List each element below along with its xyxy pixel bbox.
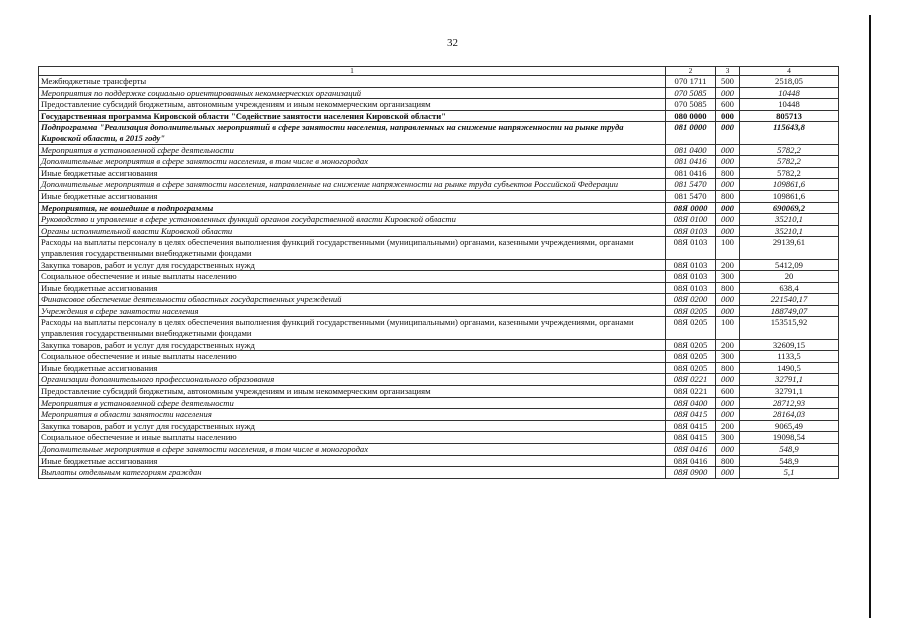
table-row: [39, 409, 839, 421]
row-code-cell: 08Я 0103: [666, 237, 716, 259]
row-type-cell: 300: [716, 271, 740, 283]
table-row: [39, 167, 839, 179]
header-cell-4: 4: [740, 67, 839, 76]
row-code-cell: 070 5085: [666, 99, 716, 111]
row-sum-cell: 5782,2: [740, 167, 839, 179]
table-row: [39, 202, 839, 214]
row-code-cell: 08Я 0205: [666, 305, 716, 317]
table-row: [39, 156, 839, 168]
table-row: [39, 386, 839, 398]
row-name-cell: Руководство и управление в сфере установленных функций органов государственной власти Кировской области: [39, 214, 666, 226]
row-type-cell: 000: [716, 122, 740, 144]
row-name-cell: Иные бюджетные ассигнования: [39, 362, 666, 374]
row-code-cell: 080 0000: [666, 110, 716, 122]
row-sum-cell: 5,1: [740, 467, 839, 479]
row-name-cell: Мероприятия в установленной сфере деятельности: [39, 144, 666, 156]
row-type-cell: 000: [716, 156, 740, 168]
row-name-cell: Расходы на выплаты персоналу в целях обеспечения выполнения функций государственными (муниципальными) органами, казенными учреждениями, органами управления государственными внебюджетными фондами: [39, 237, 666, 259]
row-type-cell: 000: [716, 202, 740, 214]
row-sum-cell: 32791,1: [740, 386, 839, 398]
row-type-cell: 000: [716, 294, 740, 306]
table-row: [39, 122, 839, 144]
row-type-cell: 000: [716, 179, 740, 191]
row-code-cell: 08Я 0416: [666, 455, 716, 467]
row-code-cell: 08Я 0103: [666, 282, 716, 294]
row-code-cell: 08Я 0200: [666, 294, 716, 306]
row-sum-cell: 5412,09: [740, 259, 839, 271]
row-sum-cell: 32791,1: [740, 374, 839, 386]
row-code-cell: 08Я 0221: [666, 386, 716, 398]
row-name-cell: Мероприятия в установленной сфере деятельности: [39, 397, 666, 409]
row-name-cell: Социальное обеспечение и иные выплаты населению: [39, 351, 666, 363]
row-sum-cell: 28164,03: [740, 409, 839, 421]
row-name-cell: Государственная программа Кировской области "Содействие занятости населения Кировской области": [39, 110, 666, 122]
row-type-cell: 000: [716, 87, 740, 99]
row-type-cell: 300: [716, 432, 740, 444]
budget-table: [38, 66, 839, 479]
row-code-cell: 08Я 0000: [666, 202, 716, 214]
row-code-cell: 08Я 0416: [666, 444, 716, 456]
table-row: [39, 420, 839, 432]
row-type-cell: 000: [716, 110, 740, 122]
row-name-cell: Иные бюджетные ассигнования: [39, 282, 666, 294]
row-code-cell: 08Я 0100: [666, 214, 716, 226]
row-sum-cell: 5782,2: [740, 144, 839, 156]
table-row: [39, 339, 839, 351]
row-sum-cell: 9065,49: [740, 420, 839, 432]
row-sum-cell: 35210,1: [740, 225, 839, 237]
row-type-cell: 600: [716, 99, 740, 111]
row-code-cell: 081 0000: [666, 122, 716, 144]
row-sum-cell: 20: [740, 271, 839, 283]
row-code-cell: 08Я 0205: [666, 362, 716, 374]
row-sum-cell: 115643,8: [740, 122, 839, 144]
row-code-cell: 081 0400: [666, 144, 716, 156]
table-row: [39, 110, 839, 122]
row-type-cell: 800: [716, 167, 740, 179]
table-row: [39, 144, 839, 156]
row-type-cell: 500: [716, 76, 740, 88]
table-row: [39, 99, 839, 111]
row-sum-cell: 221540,17: [740, 294, 839, 306]
row-name-cell: Предоставление субсидий бюджетным, автономным учреждениям и иным некоммерческим организациям: [39, 386, 666, 398]
row-sum-cell: 1490,5: [740, 362, 839, 374]
row-name-cell: Финансовое обеспечение деятельности областных государственных учреждений: [39, 294, 666, 306]
table-row: [39, 305, 839, 317]
table-row: [39, 76, 839, 88]
table-row: [39, 432, 839, 444]
table-row: [39, 225, 839, 237]
table-row: [39, 271, 839, 283]
row-name-cell: Подпрограмма "Реализация дополнительных мероприятий в сфере занятости населения, направленных на снижение напряженности на рынке труда Кировской области, в 2015 году": [39, 122, 666, 144]
table-row: [39, 282, 839, 294]
row-name-cell: Органы исполнительной власти Кировской области: [39, 225, 666, 237]
row-sum-cell: 10448: [740, 87, 839, 99]
table-row: [39, 214, 839, 226]
row-type-cell: 800: [716, 282, 740, 294]
row-code-cell: 070 5085: [666, 87, 716, 99]
row-name-cell: Закупка товаров, работ и услуг для государственных нужд: [39, 339, 666, 351]
table-row: [39, 374, 839, 386]
row-code-cell: 08Я 0103: [666, 259, 716, 271]
header-cell-3: 3: [716, 67, 740, 76]
row-name-cell: Иные бюджетные ассигнования: [39, 190, 666, 202]
row-sum-cell: 1133,5: [740, 351, 839, 363]
row-name-cell: Организации дополнительного профессионального образования: [39, 374, 666, 386]
table-row: [39, 444, 839, 456]
row-type-cell: 000: [716, 225, 740, 237]
row-code-cell: 08Я 0205: [666, 317, 716, 339]
row-code-cell: 08Я 0415: [666, 420, 716, 432]
page-number: 32: [447, 37, 458, 49]
row-name-cell: Учреждения в сфере занятости населения: [39, 305, 666, 317]
row-sum-cell: 29139,61: [740, 237, 839, 259]
row-code-cell: 08Я 0415: [666, 409, 716, 421]
row-name-cell: Социальное обеспечение и иные выплаты населению: [39, 271, 666, 283]
row-type-cell: 200: [716, 339, 740, 351]
row-sum-cell: 32609,15: [740, 339, 839, 351]
row-name-cell: Иные бюджетные ассигнования: [39, 167, 666, 179]
row-sum-cell: 188749,07: [740, 305, 839, 317]
row-sum-cell: 35210,1: [740, 214, 839, 226]
table-row: [39, 397, 839, 409]
row-type-cell: 000: [716, 467, 740, 479]
row-type-cell: 200: [716, 420, 740, 432]
table-header-row: [39, 67, 839, 76]
row-sum-cell: 548,9: [740, 444, 839, 456]
row-type-cell: 100: [716, 317, 740, 339]
row-sum-cell: 2518,05: [740, 76, 839, 88]
header-cell-2: 2: [666, 67, 716, 76]
row-name-cell: Иные бюджетные ассигнования: [39, 455, 666, 467]
row-type-cell: 000: [716, 374, 740, 386]
row-code-cell: 081 5470: [666, 179, 716, 191]
row-type-cell: 000: [716, 305, 740, 317]
row-sum-cell: 19098,54: [740, 432, 839, 444]
row-type-cell: 000: [716, 409, 740, 421]
row-name-cell: Мероприятия по поддержке социально ориентированных некоммерческих организаций: [39, 87, 666, 99]
row-sum-cell: 690069,2: [740, 202, 839, 214]
row-sum-cell: 805713: [740, 110, 839, 122]
row-name-cell: Мероприятия, не вошедшие в подпрограммы: [39, 202, 666, 214]
row-type-cell: 100: [716, 237, 740, 259]
row-code-cell: 08Я 0900: [666, 467, 716, 479]
row-name-cell: Расходы на выплаты персоналу в целях обеспечения выполнения функций государственными (муниципальными) органами, казенными учреждениями, органами управления государственными внебюджетными фондами: [39, 317, 666, 339]
row-code-cell: 08Я 0205: [666, 351, 716, 363]
table-row: [39, 317, 839, 339]
row-name-cell: Закупка товаров, работ и услуг для государственных нужд: [39, 259, 666, 271]
row-name-cell: Закупка товаров, работ и услуг для государственных нужд: [39, 420, 666, 432]
row-code-cell: 081 0416: [666, 167, 716, 179]
row-type-cell: 300: [716, 351, 740, 363]
row-type-cell: 000: [716, 444, 740, 456]
row-sum-cell: 548,9: [740, 455, 839, 467]
row-name-cell: Дополнительные мероприятия в сфере занятости населения, в том числе в моногородах: [39, 156, 666, 168]
row-name-cell: Мероприятия в области занятости населения: [39, 409, 666, 421]
row-type-cell: 800: [716, 362, 740, 374]
row-type-cell: 000: [716, 144, 740, 156]
header-cell-1: 1: [39, 67, 666, 76]
table-row: [39, 351, 839, 363]
row-code-cell: 081 0416: [666, 156, 716, 168]
row-code-cell: 08Я 0103: [666, 225, 716, 237]
page-edge-line: [869, 15, 871, 618]
table-row: [39, 237, 839, 259]
row-code-cell: 08Я 0205: [666, 339, 716, 351]
row-name-cell: Выплаты отдельным категориям граждан: [39, 467, 666, 479]
row-name-cell: Социальное обеспечение и иные выплаты населению: [39, 432, 666, 444]
row-name-cell: Дополнительные мероприятия в сфере занятости населения, направленные на снижение напряженности на рынке труда субъектов Российской Федерации: [39, 179, 666, 191]
row-type-cell: 600: [716, 386, 740, 398]
table-row: [39, 362, 839, 374]
row-type-cell: 200: [716, 259, 740, 271]
row-code-cell: 08Я 0221: [666, 374, 716, 386]
table-row: [39, 294, 839, 306]
table-row: [39, 87, 839, 99]
row-type-cell: 000: [716, 397, 740, 409]
row-name-cell: Межбюджетные трансферты: [39, 76, 666, 88]
row-code-cell: 070 1711: [666, 76, 716, 88]
row-code-cell: 08Я 0400: [666, 397, 716, 409]
row-sum-cell: 10448: [740, 99, 839, 111]
row-sum-cell: 28712,93: [740, 397, 839, 409]
row-name-cell: Дополнительные мероприятия в сфере занятости населения, в том числе в моногородах: [39, 444, 666, 456]
row-type-cell: 000: [716, 214, 740, 226]
row-sum-cell: 153515,92: [740, 317, 839, 339]
row-type-cell: 800: [716, 190, 740, 202]
row-sum-cell: 109861,6: [740, 179, 839, 191]
row-type-cell: 800: [716, 455, 740, 467]
row-code-cell: 081 5470: [666, 190, 716, 202]
row-name-cell: Предоставление субсидий бюджетным, автономным учреждениям и иным некоммерческим организациям: [39, 99, 666, 111]
row-sum-cell: 109861,6: [740, 190, 839, 202]
table-row: [39, 467, 839, 479]
row-code-cell: 08Я 0415: [666, 432, 716, 444]
row-sum-cell: 5782,2: [740, 156, 839, 168]
table-row: [39, 455, 839, 467]
table-row: [39, 259, 839, 271]
table-row: [39, 190, 839, 202]
table-row: [39, 179, 839, 191]
row-sum-cell: 638,4: [740, 282, 839, 294]
row-code-cell: 08Я 0103: [666, 271, 716, 283]
